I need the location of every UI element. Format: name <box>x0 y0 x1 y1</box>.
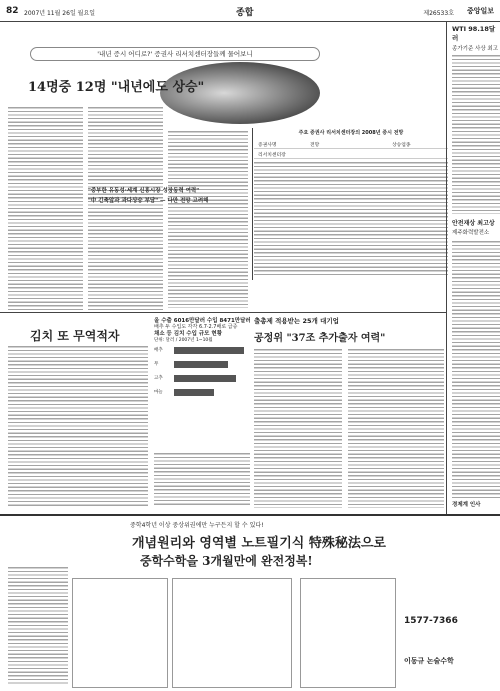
story3-body-2 <box>348 348 444 508</box>
ad-box-3 <box>300 578 396 688</box>
body-column-1 <box>8 106 83 311</box>
ad-side-text <box>8 566 68 686</box>
chart-label: 무 <box>154 362 159 367</box>
sidebar-title-2: 안전재상 최고상 <box>452 220 495 227</box>
sidebar-text-2 <box>452 240 500 500</box>
sidebar-wti-sub: 종가기준 사상 최고 <box>452 46 499 52</box>
ad-headline-1: 개념원리와 영역별 노트필기식 特殊秘法으로 <box>132 536 386 551</box>
sidebar-title-2-sub: 제주화력발전소 <box>452 230 490 236</box>
body-column-2 <box>88 106 163 311</box>
page-header <box>0 0 500 22</box>
chart-label: 배추 <box>154 348 163 353</box>
table-row <box>254 149 448 159</box>
ad-phone: 1577-7366 <box>404 616 458 626</box>
advertisement <box>0 514 500 691</box>
table-cell: 상승업종 <box>392 143 411 148</box>
header-rule <box>0 21 500 22</box>
import-chart <box>154 329 252 449</box>
chart-subtitle: 단위: 달러 / 2007년 1~10월 <box>154 338 213 343</box>
main-kicker: '내년 증시 어디로?' 증권사 리서치센터장들께 물어보니 <box>30 47 320 61</box>
date-line: 2007년 11월 26일 월요일 <box>24 10 96 17</box>
column-divider <box>446 22 447 514</box>
issue-number: 제26533호 <box>423 10 454 17</box>
chart-label: 마늘 <box>154 390 163 395</box>
ad-brand: 이동규 논술수학 <box>404 657 454 665</box>
section-divider <box>0 312 446 313</box>
story3-body-1 <box>254 348 342 508</box>
section-title: 종합 <box>236 8 254 18</box>
table-body <box>254 161 448 275</box>
ad-top-line: 중학4학년 이상 중상위권에만 누구든지 할 수 있다! <box>130 522 264 529</box>
chart-title: 채소 등 김치 수입 규모 현황 <box>154 331 223 337</box>
ad-box-2 <box>172 578 292 688</box>
ad-headline-2: 중학수학을 3개월만에 완전정복! <box>140 554 313 568</box>
forecast-table <box>254 129 448 279</box>
ad-box-1 <box>72 578 168 688</box>
table-cell: 리서치센터장 <box>258 153 286 158</box>
chart-bar <box>174 361 228 368</box>
subhead-1: "중부한 유동성·세계 신흥시장 성장동력 여력" <box>88 188 200 194</box>
chart-bar <box>174 389 214 396</box>
table-caption: 주요 증권사 리서치센터장의 2008년 증시 전망 <box>298 130 404 136</box>
story2-headline: 김치 또 무역적자 <box>30 329 120 343</box>
story2-deck-2: 배추 두 수입도 각각 6.7·2.7배로 급증 <box>154 324 238 330</box>
subhead-2: "中 긴축앞과 과다상승 부담" — 다만 전망 고려해 <box>88 198 209 204</box>
story2-deck: 올 수출 6016만달러 수입 8471만달러 <box>154 318 251 324</box>
chart-bar <box>174 347 244 354</box>
masthead: 중앙일보 <box>466 7 494 15</box>
table-row <box>254 139 448 149</box>
sidebar-text-1 <box>452 54 500 214</box>
story2-body-2 <box>154 452 250 507</box>
chart-bar <box>174 375 236 382</box>
main-headline: 14명중 12명 "내년에도 상승" <box>28 80 205 95</box>
body-column-3 <box>168 130 248 308</box>
table-cell: 전망 <box>310 143 320 148</box>
sidebar-wti: WTI 98.18달러 <box>452 25 496 42</box>
story3-headline: 공정위 "37조 추가출자 여력" <box>254 333 386 344</box>
table-border <box>252 128 253 280</box>
chart-label: 고추 <box>154 376 163 381</box>
sidebar-byline: 경제계 인사 <box>452 502 481 508</box>
story3-kicker: 출총제 적용받는 25개 대기업 <box>254 317 339 325</box>
right-sidebar <box>452 22 500 52</box>
page-number: 82 <box>6 6 19 16</box>
table-cell: 증권사명 <box>258 143 277 148</box>
story2-body <box>8 345 148 507</box>
